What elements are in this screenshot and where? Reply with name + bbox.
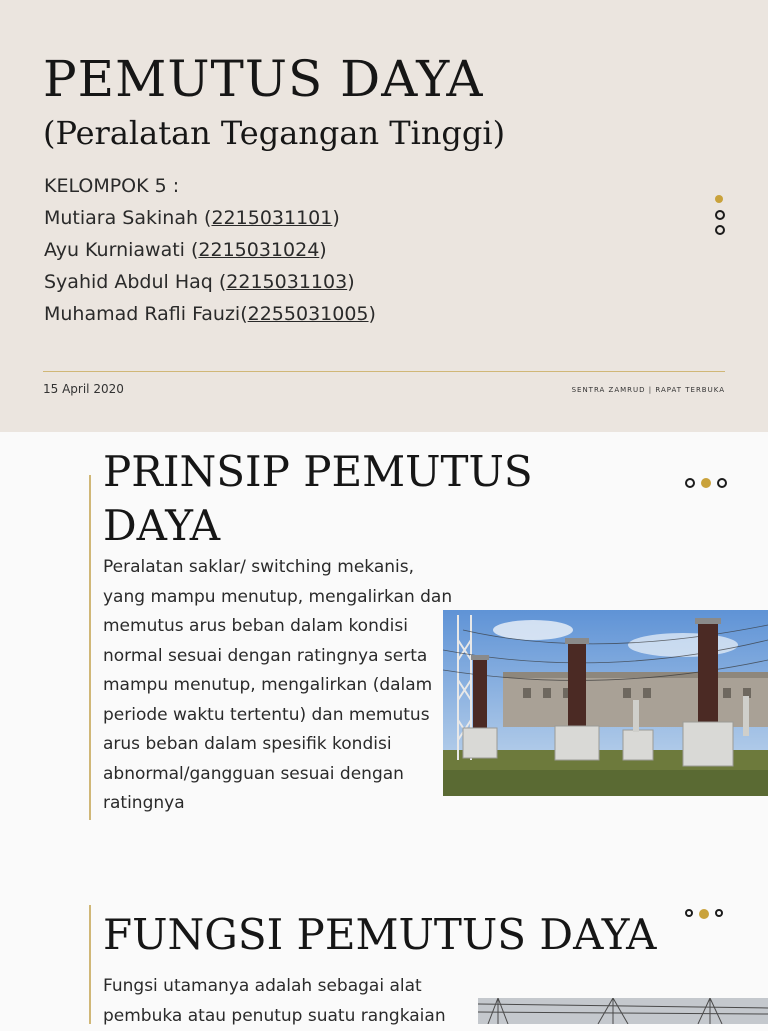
dot-gold bbox=[701, 478, 711, 488]
dot-gold bbox=[699, 909, 709, 919]
cover-slide bbox=[0, 0, 768, 432]
dot-outline bbox=[715, 909, 723, 917]
dot-outline bbox=[717, 478, 727, 488]
slide3-body bbox=[103, 972, 483, 1031]
member-item: Ayu Kurniawati (2215031024) bbox=[44, 239, 327, 261]
group-label: KELOMPOK 5 : bbox=[44, 175, 180, 197]
dot-outline bbox=[685, 478, 695, 488]
member-item: Muhamad Rafli Fauzi(2255031005) bbox=[44, 303, 376, 325]
member-nim: 2215031103 bbox=[226, 271, 348, 293]
cover-date: 15 April 2020 bbox=[43, 382, 124, 396]
dot-outline bbox=[685, 909, 693, 917]
dot-outline bbox=[715, 210, 725, 220]
slide3-body-line: pembuka atau penutup suatu rangkaian bbox=[103, 1005, 446, 1026]
member-item: Syahid Abdul Haq (2215031103) bbox=[44, 271, 355, 293]
member-item: Mutiara Sakinah (2215031101) bbox=[44, 207, 340, 229]
cover-title: PEMUTUS DAYA bbox=[43, 50, 484, 108]
dot-gold bbox=[715, 195, 723, 203]
cover-subtitle: (Peralatan Tegangan Tinggi) bbox=[43, 114, 506, 152]
accent-bar bbox=[89, 475, 91, 820]
slide3-body-line: Fungsi utamanya adalah sebagai alat bbox=[103, 976, 422, 996]
transmission-photo bbox=[478, 998, 768, 1024]
slide3-heading: FUNGSI PEMUTUS DAYA bbox=[103, 910, 657, 959]
member-nim: 2255031005 bbox=[247, 303, 369, 325]
group-members bbox=[44, 170, 376, 330]
cover-footer-text: SENTRA ZAMRUD | RAPAT TERBUKA bbox=[571, 386, 725, 394]
more-horizontal-icon bbox=[685, 478, 727, 488]
member-nim: 2215031101 bbox=[211, 207, 333, 229]
member-nim: 2215031024 bbox=[198, 239, 320, 261]
slide2-heading: PRINSIP PEMUTUS DAYA bbox=[103, 447, 533, 550]
divider bbox=[43, 371, 725, 372]
accent-bar bbox=[89, 905, 91, 1024]
more-horizontal-icon bbox=[685, 909, 723, 919]
slide2-body: Peralatan saklar/ switching mekanis, yang mampu menutup, mengalirkan dan memutus arus beban dalam kondisi normal sesuai dengan ratingnya serta mampu menutup, mengalirkan (dalam periode waktu tertentu) dan memutus arus beban dalam spesifik kondisi abnormal/gangguan sesuai dengan ratingnya bbox=[103, 557, 453, 813]
more-vertical-icon bbox=[715, 195, 725, 240]
dot-outline bbox=[715, 225, 725, 235]
substation-photo bbox=[443, 610, 768, 796]
